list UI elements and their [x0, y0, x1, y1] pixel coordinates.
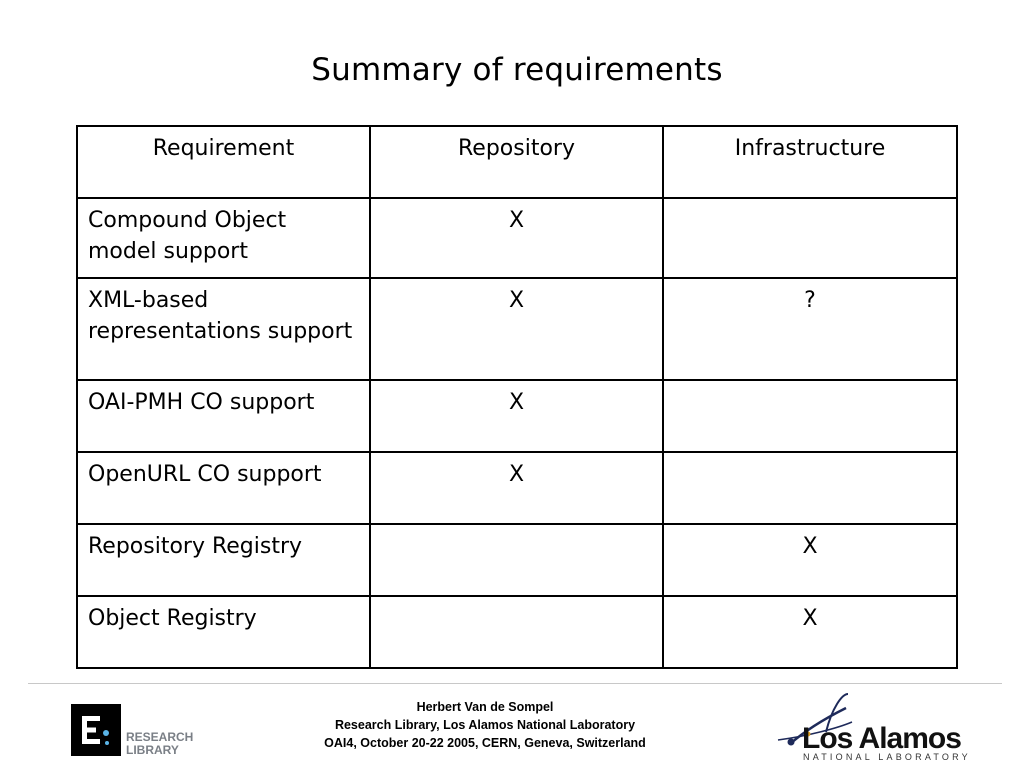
- cell-repository: X: [370, 278, 663, 380]
- cell-infrastructure: [663, 198, 957, 278]
- header-repository: Repository: [370, 126, 663, 198]
- header-requirement: Requirement: [77, 126, 370, 198]
- footer-author: Herbert Van de Sompel: [416, 700, 554, 714]
- footer-divider: [28, 683, 1002, 684]
- cell-requirement: Repository Registry: [77, 524, 370, 596]
- research-library-line2: LIBRARY: [126, 743, 179, 757]
- table-row: [77, 278, 957, 380]
- table-row: [77, 596, 957, 668]
- cell-requirement: XML-based representations support: [77, 278, 370, 380]
- cell-requirement: Object Registry: [77, 596, 370, 668]
- cell-repository: [370, 596, 663, 668]
- cell-repository: X: [370, 198, 663, 278]
- cell-infrastructure: ?: [663, 278, 957, 380]
- cell-infrastructure: [663, 452, 957, 524]
- los-alamos-wordmark: Los Alamos: [802, 722, 961, 755]
- cell-repository: [370, 524, 663, 596]
- research-library-mark-icon: [71, 704, 121, 756]
- header-infrastructure: Infrastructure: [663, 126, 957, 198]
- cell-requirement: OAI-PMH CO support: [77, 380, 370, 452]
- cell-repository: X: [370, 452, 663, 524]
- cell-infrastructure: X: [663, 596, 957, 668]
- national-laboratory-text: NATIONAL LABORATORY: [803, 752, 971, 762]
- research-library-line1: RESEARCH: [126, 730, 194, 744]
- research-library-logo-icon: [71, 704, 121, 756]
- requirements-table: [76, 125, 958, 669]
- table-header-row: [77, 126, 957, 198]
- research-library-wordmark: [126, 731, 193, 757]
- table-row: [77, 198, 957, 278]
- cell-requirement: OpenURL CO support: [77, 452, 370, 524]
- cell-infrastructure: [663, 380, 957, 452]
- cell-repository: X: [370, 380, 663, 452]
- table-row: [77, 452, 957, 524]
- footer-event: OAI4, October 20-22 2005, CERN, Geneva, Switzerland: [324, 736, 646, 750]
- slide-title: Summary of requirements: [311, 52, 723, 88]
- cell-infrastructure: X: [663, 524, 957, 596]
- cell-requirement: Compound Object model support: [77, 198, 370, 278]
- table-row: [77, 380, 957, 452]
- footer-affiliation: Research Library, Los Alamos National Laboratory: [334, 718, 636, 732]
- table-row: [77, 524, 957, 596]
- footer-credits: [290, 698, 680, 752]
